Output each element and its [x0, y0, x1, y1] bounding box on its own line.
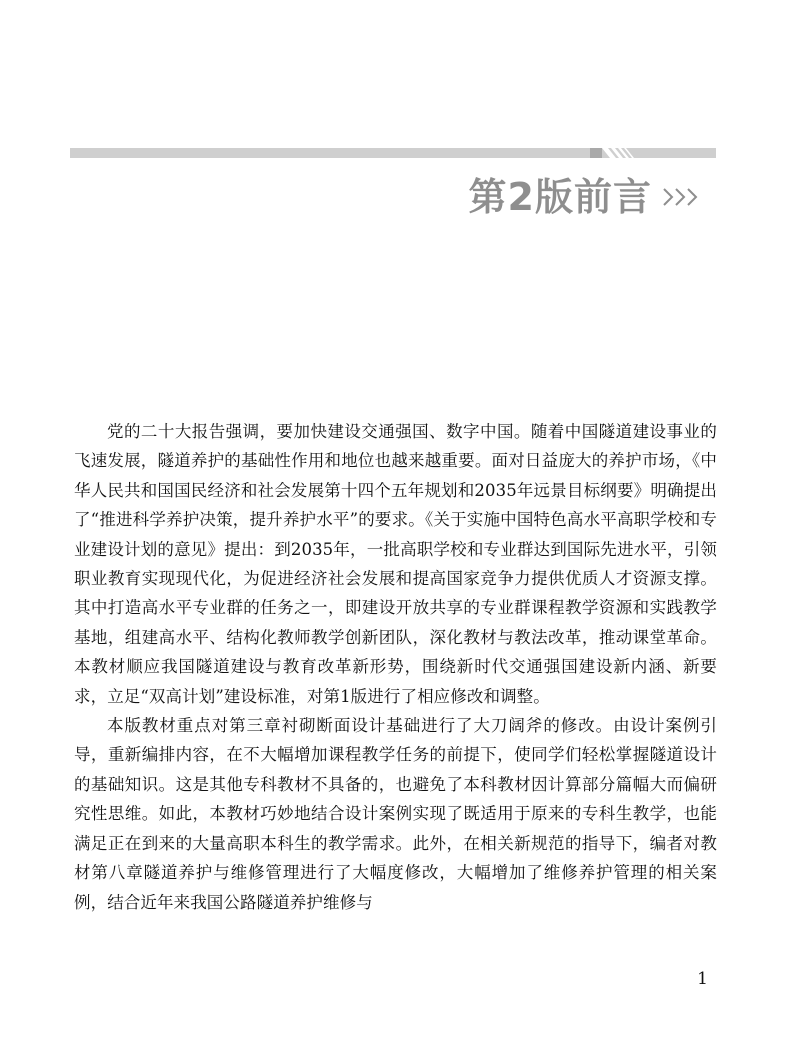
- header-decorative-bar: [70, 148, 716, 158]
- paragraph: 本版教材重点对第三章衬砌断面设计基础进行了大刀阔斧的修改。由设计案例引导，重新编排内容，在不大幅增加课程教学任务的前提下，使同学们轻松掌握隧道设计的基础知识。这是其他专科教材不具备的，也避免了本科教材因计算部分篇幅大而偏研究性思维。如此，本教材巧妙地结合设计案例实现了既适用于原来的专科生教学，也能满足正在到来的大量高职本科生的教学需求。此外，在相关新规范的指导下，编者对教材第八章隧道养护与维修管理进行了大幅度修改，大幅增加了维修养护管理的相关案例，结合近年来我国公路隧道养护维修与: [74, 716, 717, 912]
- title-row: [469, 172, 700, 222]
- paragraph: 党的二十大报告强调，要加快建设交通强国、数字中国。随着中国隧道建设事业的飞速发展，隧道养护的基础性作用和地位也越来越重要。面对日益庞大的养护市场，《中华人民共和国国民经济和社会发展第十四个五年规划和2035年远景目标纲要》明确提出了“推进科学养护决策，提升养护水平”的要求。《关于实施中国特色高水平高职学校和专业建设计划的意见》提出：到2035年，一批高职学校和专业群达到国际先进水平，引领职业教育实现现代化，为促进经济社会发展和提高国家竞争力提供优质人才资源支撑。其中打造高水平专业群的任务之一，即建设开放共享的专业群课程教学资源和实践教学基地，组建高水平、结构化教师教学创新团队，深化教材与教法改革，推动课堂革命。本教材顺应我国隧道建设与教育改革新形势，围绕新时代交通强国建设新内涵、新要求，立足“双高计划”建设标准，对第1版进行了相应修改和调整。: [74, 422, 717, 706]
- triple-chevron-icon: [662, 186, 700, 208]
- header-bar-graphic: [70, 148, 716, 158]
- page-number: 1: [697, 969, 708, 989]
- preface-body: [74, 417, 717, 917]
- page-title: 第2版前言: [468, 175, 652, 219]
